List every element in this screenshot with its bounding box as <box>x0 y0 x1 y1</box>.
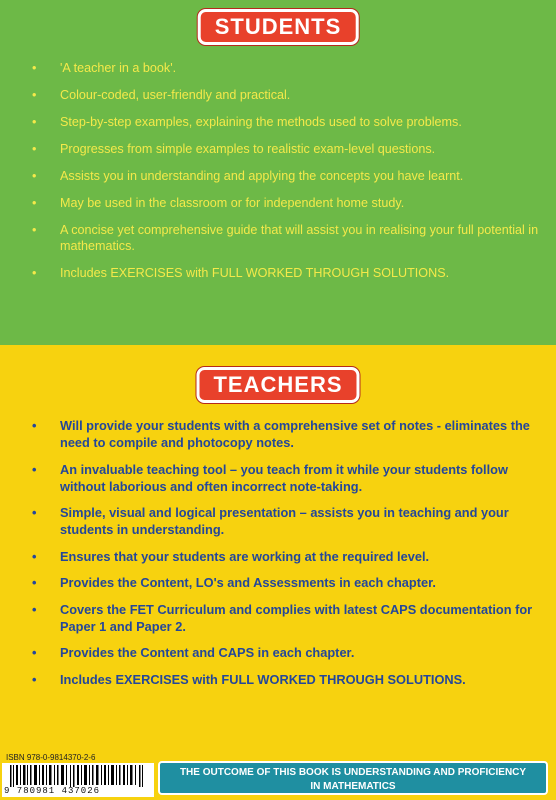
list-item: • Colour-coded, user-friendly and practical. <box>32 88 291 102</box>
bullet: • <box>32 223 37 237</box>
teachers-panel <box>0 345 556 800</box>
bullet: • <box>32 461 37 477</box>
list-item: • Assists you in understanding and applying the concepts you have learnt. <box>32 169 464 183</box>
bullet: • <box>32 142 37 156</box>
list-item: • Covers the FET Curriculum and complies with latest CAPS documentation for Paper 1 and Paper 2. <box>32 601 533 634</box>
bullet: • <box>32 115 37 129</box>
bullet: • <box>32 418 37 433</box>
list-item: • Simple, visual and logical presentation – assists you in teaching and your students in understanding. <box>32 505 509 537</box>
students-panel <box>0 0 556 345</box>
students-list <box>32 60 542 292</box>
bullet: • <box>32 575 37 590</box>
list-item: • 'A teacher in a book'. <box>32 61 177 75</box>
list-item: • Includes EXERCISES with FULL WORKED THROUGH SOLUTIONS. <box>32 266 450 280</box>
barcode <box>2 763 154 797</box>
list-item: • Ensures that your students are working at the required level. <box>32 548 430 564</box>
list-item: • Provides the Content and CAPS in each chapter. <box>32 645 355 660</box>
list-item: • May be used in the classroom or for independent home study. <box>32 196 405 210</box>
bullet: • <box>32 601 37 617</box>
teachers-heading: TEACHERS <box>196 367 359 403</box>
barcode-bars-icon <box>8 765 148 787</box>
bullet: • <box>32 61 37 75</box>
list-item: • Step-by-step examples, explaining the methods used to solve problems. <box>32 115 462 129</box>
barcode-digits: 9 780981 437026 <box>4 786 101 796</box>
list-item: • A concise yet comprehensive guide that will assist you in realising your full potential in mathematics. <box>32 223 539 253</box>
bullet: • <box>32 169 37 183</box>
bullet: • <box>32 671 37 687</box>
list-item: • Progresses from simple examples to realistic exam-level questions. <box>32 142 436 156</box>
bullet: • <box>32 88 37 102</box>
bullet: • <box>32 266 37 280</box>
list-item: • An invaluable teaching tool – you teach from it while your students follow without laborious and often incorrect note-taking. <box>32 461 508 494</box>
outcome-banner <box>158 761 548 795</box>
isbn-text: ISBN 978-0-9814370-2-6 <box>6 753 96 762</box>
list-item: • Includes EXERCISES with FULL WORKED THROUGH SOLUTIONS. <box>32 671 466 687</box>
list-item: • Will provide your students with a comprehensive set of notes - eliminates the need to compile and photocopy notes. <box>32 418 530 450</box>
bullet: • <box>32 645 37 660</box>
students-heading: STUDENTS <box>198 9 359 45</box>
bullet: • <box>32 505 37 520</box>
teachers-list <box>32 417 547 697</box>
bullet: • <box>32 196 37 210</box>
bullet: • <box>32 548 37 564</box>
list-item: • Provides the Content, LO's and Assessments in each chapter. <box>32 575 436 590</box>
outcome-line-2: IN MATHEMATICS <box>310 781 396 792</box>
outcome-line-1: THE OUTCOME OF THIS BOOK IS UNDERSTANDING AND PROFICIENCY <box>179 767 527 778</box>
